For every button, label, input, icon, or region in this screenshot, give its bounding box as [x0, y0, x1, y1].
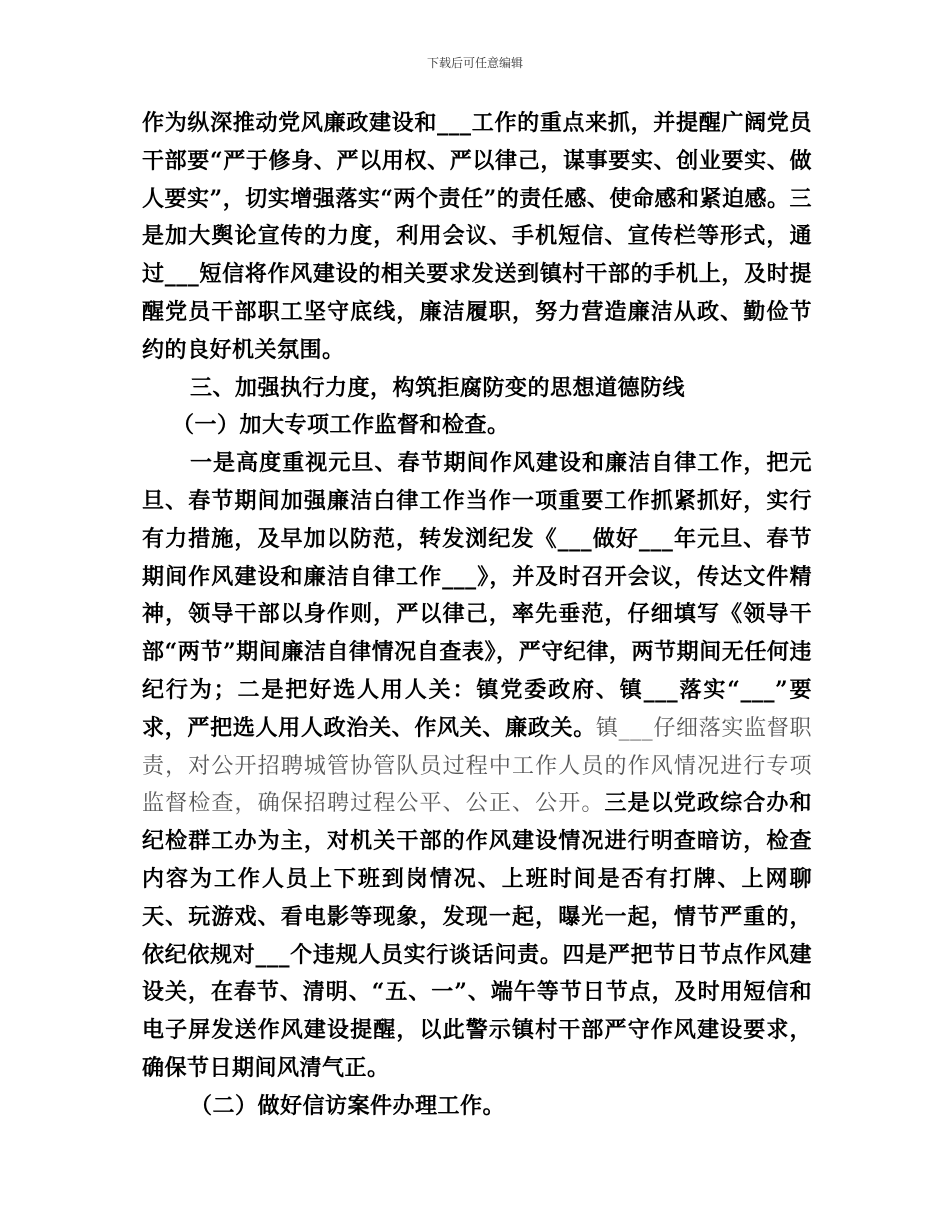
document-body	[142, 105, 812, 1126]
paragraph-supervision-part-b: 镇___仔细落实监督职责，对公开招聘城管协管队员过程中工作人员的作风情况进行专项监督检查，确保招聘过程公平、公正、公开。	[142, 715, 812, 817]
subsection-heading-two: （二）做好信访案件办理工作。	[190, 1092, 506, 1119]
paragraph-supervision-part-a: 一是高度重视元旦、春节期间作风建设和廉洁自律工作，把元旦、春节期间加强廉洁白律工作当作一项重要工作抓紧抓好，实行有力措施，及早加以防范，转发浏纪发《___做好___年元旦、春节期间作风建设和廉洁自律工作___》，并及时召开会议，传达文件精神，领导干部以身作则，严以律己，率先垂范，仔细填写《领导干部“两节”期间廉洁自律情况自查表》，严守纪律，两节期间无任何违纪行为；二是把好选人用人关：镇党委政府、镇___落实“___”要求，严把选人用人政治关、作风关、廉政关。	[142, 450, 812, 741]
paragraph-supervision-part-c: 三是以党政综合办和纪检群工办为主，对机关干部的作风建设情况进行明查暗访，检查内容为工作人员上下班到岗情况、上班时间是否有打牌、上网聊天、玩游戏、看电影等现象，发现一起，曝光一起，情节严重的，依纪依规对___个违规人员实行谈话问责。四是严把节日节点作风建设关，在春节、清明、“五、一”、端午等节日节点，及时用短信和电子屏发送作风建设提醒，以此警示镇村干部严守作风建设要求，确保节日期间风清气正。	[142, 790, 812, 1081]
paragraph-supervision	[142, 445, 812, 1088]
header-note: 下载后可任意编辑	[426, 56, 523, 70]
subsection-heading-one: （一）加大专项工作监督和检查。	[172, 412, 510, 439]
section-heading-three: 三、加强执行力度，构筑拒腐防变的思想道德防线	[190, 374, 686, 401]
paragraph-continuation: 作为纵深推动党风廉政建设和___工作的重点来抓，并提醒广阔党员干部要“严于修身、严以用权、严以律己，谋事要实、创业要实、做人要实”，切实增强落实“两个责任”的责任感、使命感和紧迫感。三是加大舆论宣传的力度，利用会议、手机短信、宣传栏等形式，通过___短信将作风建设的相关要求发送到镇村干部的手机上，及时提醒党员干部职工坚守底线，廉洁履职，努力营造廉洁从政、勤俭节约的良好机关氛围。	[142, 110, 812, 363]
